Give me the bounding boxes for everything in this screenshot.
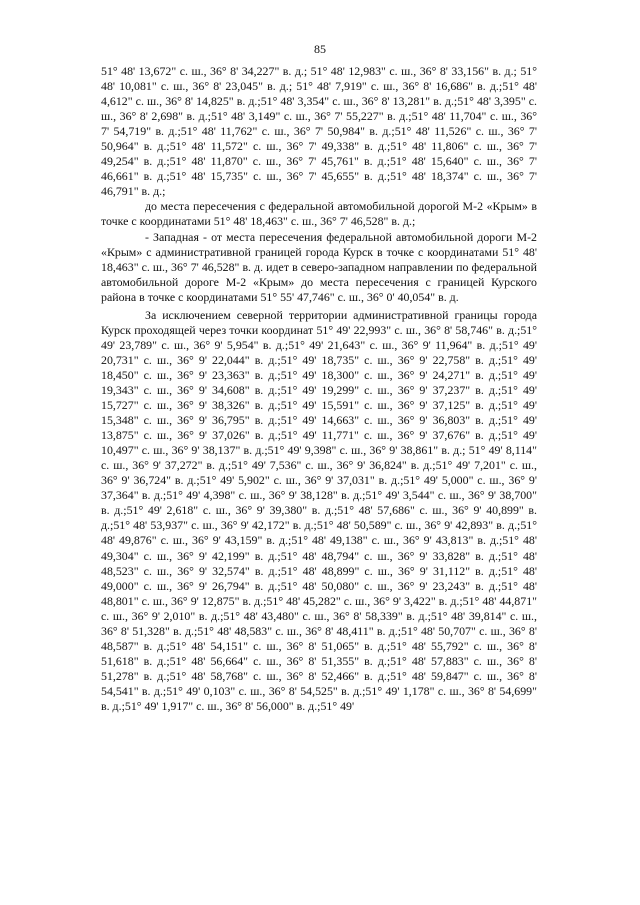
document-body [101, 64, 537, 714]
paragraph-crimea-intersection: до места пересечения с федеральной автомобильной дорогой М-2 «Крым» в точке с координатами 51° 48' 18,463" с. ш., 36° 7' 46,528" в. д.; [101, 199, 537, 229]
paragraph-coordinates-continued: 51° 48' 13,672" с. ш., 36° 8' 34,227" в. д.; 51° 48' 12,983" с. ш., 36° 8' 33,156" в. д.; 51° 48' 10,081" с. ш., 36° 8' 23,045" в. д.; 51° 48' 7,919" с. ш., 36° 8' 16,686" в. д.;51° 48' 4,612" с. ш., 36° 8' 14,825" в. д.;51° 48' 3,354" с. ш., 36° 8' 13,281" в. д.;51° 48' 3,395" с. ш., 36° 8' 2,698" в. д.;51° 48' 3,149" с. ш., 36° 7' 55,227" в. д.;51° 48' 11,704" с. ш., 36° 7' 54,719" в. д.;51° 48' 11,762" с. ш., 36° 7' 50,984" в. д.;51° 48' 11,526" с. ш., 36° 7' 50,964" в. д.;51° 48' 11,572" с. ш., 36° 7' 49,338" в. д.;51° 48' 11,806" с. ш., 36° 7' 49,254" в. д.;51° 48' 11,870" с. ш., 36° 7' 45,761" в. д.;51° 48' 15,640" с. ш., 36° 7' 46,661" в. д.;51° 48' 15,735" с. ш., 36° 7' 45,655" в. д.;51° 48' 18,374" с. ш., 36° 7' 46,791" в. д.; [101, 64, 537, 199]
paragraph-western-boundary: - Западная - от места пересечения федеральной автомобильной дороги М-2 «Крым» с административной границей города Курск в точке с координатами 51° 48' 18,463" с. ш., 36° 7' 46,528" в. д. идет в северо-западном направлении по федеральной автомобильной дороге М-2 «Крым» до места пересечения с границей Курского района в точке с координатами 51° 55' 47,746" с. ш., 36° 0' 40,054" в. д. [101, 229, 537, 304]
paragraph-northern-exclusion: За исключением северной территории административной границы города Курск проходящей через точки координат 51° 49' 22,993" с. ш., 36° 8' 58,746" в. д.;51° 49' 23,789" с. ш., 36° 9' 5,954" в. д.;51° 49' 21,643" с. ш., 36° 9' 11,964" в. д.;51° 49' 20,731" с. ш., 36° 9' 22,044" в. д.;51° 49' 18,735" с. ш., 36° 9' 22,758" в. д.;51° 49' 18,450" с. ш., 36° 9' 23,363" в. д.;51° 49' 18,300" с. ш., 36° 9' 24,271" в. д.;51° 49' 19,343" с. ш., 36° 9' 34,608" в. д.;51° 49' 19,299" с. ш., 36° 9' 37,237" в. д.;51° 49' 15,727" с. ш., 36° 9' 38,326" в. д.;51° 49' 15,591" с. ш., 36° 9' 37,125" в. д.;51° 49' 15,348" с. ш., 36° 9' 36,795" в. д.;51° 49' 14,663" с. ш., 36° 9' 36,803" в. д.;51° 49' 13,875" с. ш., 36° 9' 37,026" в. д.;51° 49' 11,771" с. ш., 36° 9' 37,676" в. д.;51° 49' 10,497" с. ш., 36° 9' 38,137" в. д.;51° 49' 9,398" с. ш., 36° 9' 38,861" в. д.; 51° 49' 8,114" с. ш., 36° 9' 37,272" в. д.;51° 49' 7,536" с. ш., 36° 9' 36,824" в. д.;51° 49' 7,201" с. ш., 36° 9' 36,724" в. д.;51° 49' 5,902" с. ш., 36° 9' 37,031" в. д.;51° 49' 5,000" с. ш., 36° 9' 37,364" в. д.;51° 49' 4,398" с. ш., 36° 9' 38,128" в. д.;51° 49' 3,544" с. ш., 36° 9' 38,700" в. д.;51° 49' 2,618" с. ш., 36° 9' 39,380" в. д.;51° 48' 57,686" с. ш., 36° 9' 40,899" в. д.;51° 48' 53,937" с. ш., 36° 9' 42,172" в. д.;51° 48' 50,589" с. ш., 36° 9' 42,893" в. д.;51° 48' 49,876" с. ш., 36° 9' 43,159" в. д.;51° 48' 49,138" с. ш., 36° 9' 43,813" в. д.;51° 48' 49,304" с. ш., 36° 9' 42,199" в. д.;51° 48' 48,794" с. ш., 36° 9' 33,828" в. д.;51° 48' 48,523" с. ш., 36° 9' 32,574" в. д.;51° 48' 48,899" с. ш., 36° 9' 31,112" в. д.;51° 48' 49,000" с. ш., 36° 9' 26,794" в. д.;51° 48' 50,080" с. ш., 36° 9' 23,243" в. д.;51° 48' 48,801" с. ш., 36° 9' 12,875" в. д.;51° 48' 45,282" с. ш., 36° 9' 3,422" в. д.;51° 48' 44,871" с. ш., 36° 9' 2,010" в. д.;51° 48' 43,480" с. ш., 36° 8' 58,339" в. д.;51° 48' 39,814" с. ш., 36° 8' 51,328" в. д.;51° 48' 48,583" с. ш., 36° 8' 48,411" в. д.;51° 48' 50,707" с. ш., 36° 8' 48,587" в. д.;51° 48' 54,151" с. ш., 36° 8' 51,065" в. д.;51° 48' 55,792" с. ш., 36° 8' 51,618" в. д.;51° 48' 56,664" с. ш., 36° 8' 51,355" в. д.;51° 48' 57,883" с. ш., 36° 8' 51,278" в. д.;51° 48' 58,768" с. ш., 36° 8' 52,466" в. д.;51° 48' 59,847" с. ш., 36° 8' 54,541" в. д.;51° 49' 0,103" с. ш., 36° 8' 54,525" в. д.;51° 49' 1,178" с. ш., 36° 8' 54,699" в. д.;51° 49' 1,917" с. ш., 36° 8' 56,000" в. д.;51° 49' [101, 307, 537, 713]
page-number: 85 [314, 42, 326, 56]
